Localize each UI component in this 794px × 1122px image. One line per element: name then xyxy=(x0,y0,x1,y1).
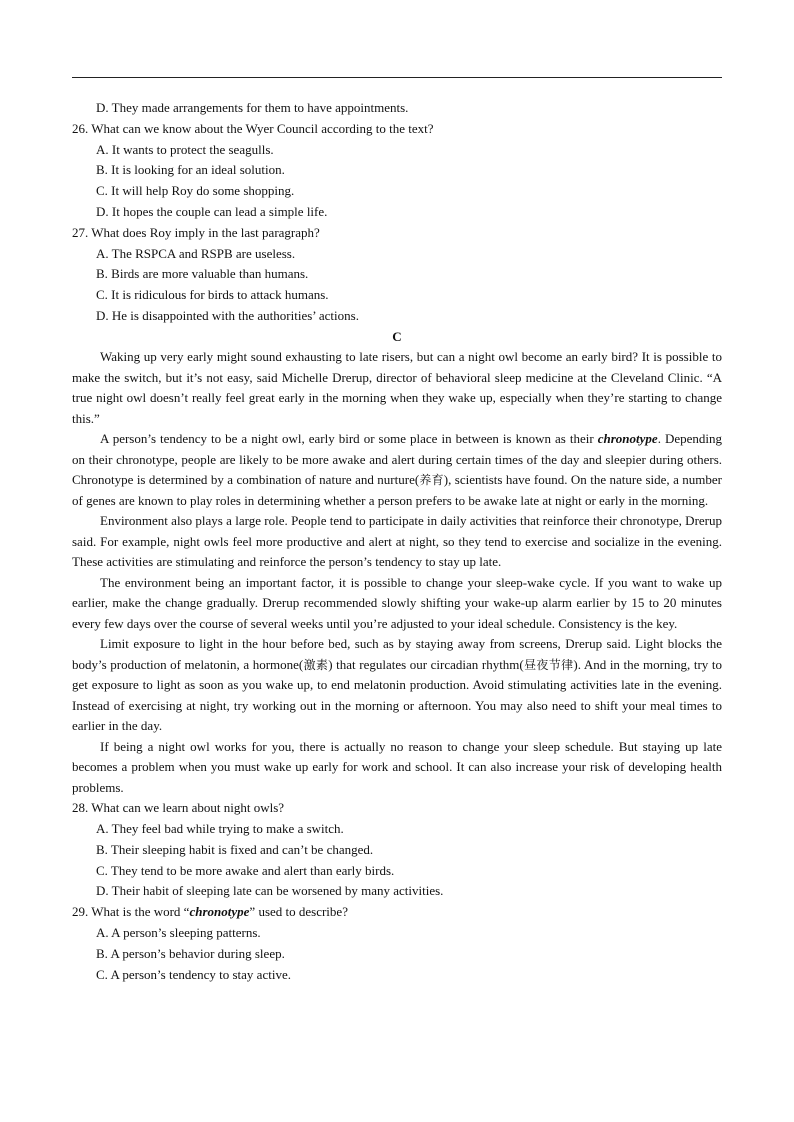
passage-paragraph-3: Environment also plays a large role. People tend to participate in daily activities that reinforce their chronotype, Drerup said. For example, night owls feel more productive and alert at night, so they tend to exercise and socialize in the evening. These activities are stimulating and reinforce the person’s tendency to stay up late. xyxy=(72,513,722,570)
q29-question-text-a: 29. What is the word “ xyxy=(72,904,190,920)
q28-question: 28. What can we learn about night owls? xyxy=(72,800,285,816)
q28-option-c: C. They tend to be more awake and alert than early birds. xyxy=(96,862,395,878)
q27-option-b: B. Birds are more valuable than humans. xyxy=(96,266,309,282)
q25-option-d: D. They made arrangements for them to have appointments. xyxy=(96,100,409,115)
circadian-rhythm-gloss: 昼夜节律 xyxy=(523,657,574,672)
nurture-gloss: 养育 xyxy=(419,473,444,488)
q29-question xyxy=(72,902,722,923)
paragraph-2-text-c: ), scientists have found. On the nature side, a number of genes are known to play roles in determining whether a person prefers to be awake late at night or early in the morning. xyxy=(72,472,722,508)
passage-c-title: C xyxy=(392,328,402,344)
q26-option-d: D. It hopes the couple can lead a simple life. xyxy=(96,203,328,219)
q26-question: 26. What can we know about the Wyer Council according to the text? xyxy=(72,120,434,136)
q29-question-text-b: ” used to describe? xyxy=(249,904,348,920)
q26-option-b: B. It is looking for an ideal solution. xyxy=(96,162,285,178)
chronotype-term: chronotype xyxy=(597,431,658,447)
q29-chronotype-term: chronotype xyxy=(189,904,250,920)
q27-question: 27. What does Roy imply in the last paragraph? xyxy=(72,224,320,240)
header-rule xyxy=(72,77,722,78)
q29-option-a: A. A person’s sleeping patterns. xyxy=(96,925,261,941)
paragraph-2-text-a: A person’s tendency to be a night owl, early bird or some place in between is known as their xyxy=(100,431,598,447)
passage-paragraph-6: If being a night owl works for you, there is actually no reason to change your sleep schedule. But staying up late becomes a problem when you must wake up early for work and school. It can also increase your risk of developing health problems. xyxy=(72,738,722,795)
exam-page-content xyxy=(72,98,722,985)
q27-option-a: A. The RSPCA and RSPB are useless. xyxy=(96,245,296,261)
passage-paragraph-4: The environment being an important factor, it is possible to change your sleep-wake cycle. If you want to wake up earlier, make the change gradually. Drerup recommended slowly shifting your wake-up alarm earlier by 15 to 20 minutes every few days over the course of several weeks until you’re adjusted to your ideal schedule. Consistency is the key. xyxy=(72,574,722,631)
passage-paragraph-1: Waking up very early might sound exhausting to late risers, but can a night owl become an early bird? It is possible to make the switch, but it’s not easy, said Michelle Drerup, director of behavioral sleep medicine at the Cleveland Clinic. “A true night owl doesn’t really feel great early in the morning when they wake up, especially when they’re starting to change this.” xyxy=(72,349,722,426)
q26-option-c: C. It will help Roy do some shopping. xyxy=(96,183,295,199)
paragraph-5-text-c: ). And in the morning, try to get exposure to light as soon as you wake up, to end melatonin production. Avoid stimulating activities late in the evening. Instead of exercising at night, try working out in the morning or afternoon. You may also need to shift your meal times to earlier in the day. xyxy=(72,656,722,734)
paragraph-2-text-b: . Depending on their chronotype, people are likely to be more awake and alert during certain times of the day and sleepier during others. Chronotype is determined by a combination of nature and nurture( xyxy=(72,431,723,488)
q28-option-b: B. Their sleeping habit is fixed and can’t be changed. xyxy=(96,841,374,857)
q28-option-a: A. They feel bad while trying to make a switch. xyxy=(96,821,344,837)
q29-option-b: B. A person’s behavior during sleep. xyxy=(96,945,285,961)
q28-option-d: D. Their habit of sleeping late can be worsened by many activities. xyxy=(96,883,444,899)
q26-option-a: A. It wants to protect the seagulls. xyxy=(96,141,274,157)
paragraph-5-text-b: ) that regulates our circadian rhythm( xyxy=(328,656,524,672)
q29-option-c: C. A person’s tendency to stay active. xyxy=(96,966,291,982)
q27-option-d: D. He is disappointed with the authorities’ actions. xyxy=(96,307,359,323)
hormone-gloss: 激素 xyxy=(303,657,329,672)
passage-paragraph-5 xyxy=(72,634,722,737)
passage-paragraph-2 xyxy=(72,429,722,511)
paragraph-5-text-a: Limit exposure to light in the hour before bed, such as by staying away from screens, Drerup said. Light blocks the body’s production of melatonin, a hormone( xyxy=(72,636,722,672)
q27-option-c: C. It is ridiculous for birds to attack humans. xyxy=(96,287,329,303)
